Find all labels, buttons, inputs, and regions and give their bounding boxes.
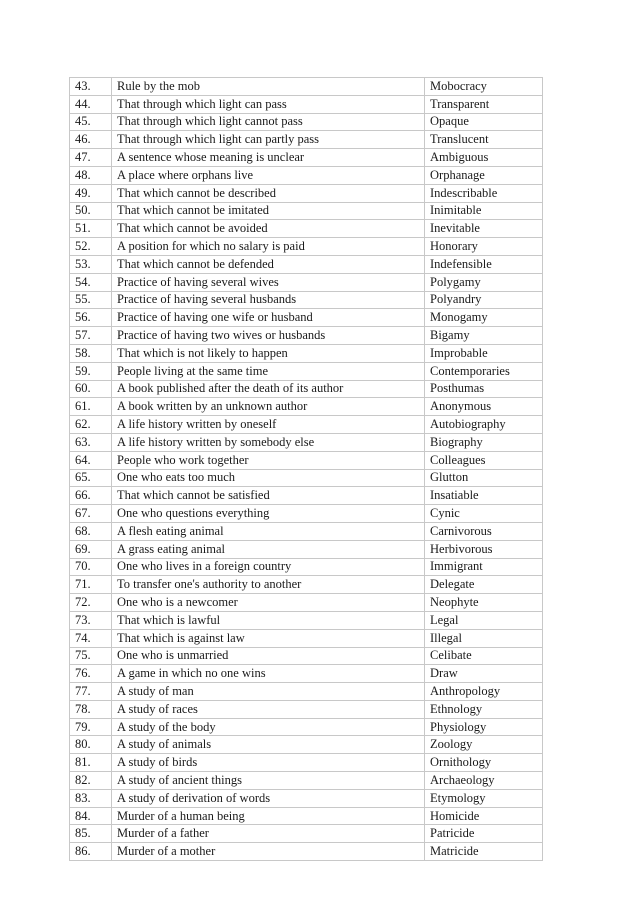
table-row: [70, 95, 543, 113]
row-number: 80.: [70, 736, 112, 754]
table-row: [70, 398, 543, 416]
row-word: Orphanage: [425, 166, 543, 184]
row-definition: That through which light can partly pass: [112, 131, 425, 149]
table-row: [70, 291, 543, 309]
row-number: 71.: [70, 576, 112, 594]
row-definition: A study of derivation of words: [112, 789, 425, 807]
row-word: Inimitable: [425, 202, 543, 220]
table-row: [70, 754, 543, 772]
row-definition: That which cannot be defended: [112, 255, 425, 273]
one-word-substitution-table: [69, 77, 543, 861]
row-definition: A book published after the death of its author: [112, 380, 425, 398]
table-row: [70, 772, 543, 790]
table-row: [70, 273, 543, 291]
row-definition: Murder of a father: [112, 825, 425, 843]
table-body: [70, 78, 543, 861]
row-word: Anonymous: [425, 398, 543, 416]
row-word: Delegate: [425, 576, 543, 594]
row-definition: A study of races: [112, 700, 425, 718]
row-word: Colleagues: [425, 451, 543, 469]
row-word: Indefensible: [425, 255, 543, 273]
table-row: [70, 843, 543, 861]
table-row: [70, 789, 543, 807]
table-row: [70, 344, 543, 362]
table-row: [70, 558, 543, 576]
table-row: [70, 718, 543, 736]
row-number: 56.: [70, 309, 112, 327]
row-number: 67.: [70, 505, 112, 523]
row-number: 70.: [70, 558, 112, 576]
row-definition: A study of the body: [112, 718, 425, 736]
row-word: Biography: [425, 433, 543, 451]
row-word: Polyandry: [425, 291, 543, 309]
row-number: 86.: [70, 843, 112, 861]
row-number: 75.: [70, 647, 112, 665]
row-word: Monogamy: [425, 309, 543, 327]
row-word: Draw: [425, 665, 543, 683]
row-definition: A life history written by somebody else: [112, 433, 425, 451]
row-number: 45.: [70, 113, 112, 131]
row-word: Herbivorous: [425, 540, 543, 558]
row-number: 85.: [70, 825, 112, 843]
row-word: Immigrant: [425, 558, 543, 576]
row-definition: Practice of having one wife or husband: [112, 309, 425, 327]
row-definition: One who questions everything: [112, 505, 425, 523]
row-definition: A position for which no salary is paid: [112, 238, 425, 256]
row-number: 62.: [70, 416, 112, 434]
row-definition: Practice of having two wives or husbands: [112, 327, 425, 345]
row-definition: A study of animals: [112, 736, 425, 754]
row-definition: People living at the same time: [112, 362, 425, 380]
row-number: 47.: [70, 149, 112, 167]
row-number: 61.: [70, 398, 112, 416]
row-word: Ethnology: [425, 700, 543, 718]
row-word: Patricide: [425, 825, 543, 843]
row-number: 68.: [70, 522, 112, 540]
row-definition: One who is a newcomer: [112, 594, 425, 612]
row-number: 63.: [70, 433, 112, 451]
row-definition: That which cannot be satisfied: [112, 487, 425, 505]
row-number: 79.: [70, 718, 112, 736]
row-word: Neophyte: [425, 594, 543, 612]
row-number: 65.: [70, 469, 112, 487]
row-definition: One who lives in a foreign country: [112, 558, 425, 576]
table-row: [70, 540, 543, 558]
row-definition: A flesh eating animal: [112, 522, 425, 540]
row-definition: To transfer one's authority to another: [112, 576, 425, 594]
row-word: Legal: [425, 611, 543, 629]
row-word: Improbable: [425, 344, 543, 362]
row-number: 83.: [70, 789, 112, 807]
row-word: Mobocracy: [425, 78, 543, 96]
table-row: [70, 131, 543, 149]
row-number: 84.: [70, 807, 112, 825]
row-word: Ambiguous: [425, 149, 543, 167]
row-number: 50.: [70, 202, 112, 220]
table-row: [70, 416, 543, 434]
row-number: 69.: [70, 540, 112, 558]
table-row: [70, 78, 543, 96]
row-word: Carnivorous: [425, 522, 543, 540]
table-row: [70, 665, 543, 683]
row-definition: That through which light cannot pass: [112, 113, 425, 131]
table-row: [70, 255, 543, 273]
row-definition: A sentence whose meaning is unclear: [112, 149, 425, 167]
row-word: Honorary: [425, 238, 543, 256]
row-word: Inevitable: [425, 220, 543, 238]
table-row: [70, 202, 543, 220]
row-definition: That which cannot be described: [112, 184, 425, 202]
table-row: [70, 469, 543, 487]
table-row: [70, 451, 543, 469]
row-definition: People who work together: [112, 451, 425, 469]
row-number: 81.: [70, 754, 112, 772]
row-definition: A place where orphans live: [112, 166, 425, 184]
row-definition: One who is unmarried: [112, 647, 425, 665]
row-word: Illegal: [425, 629, 543, 647]
row-definition: A study of man: [112, 683, 425, 701]
table-row: [70, 166, 543, 184]
row-definition: That which is not likely to happen: [112, 344, 425, 362]
row-number: 72.: [70, 594, 112, 612]
table-row: [70, 629, 543, 647]
row-word: Indescribable: [425, 184, 543, 202]
table-row: [70, 238, 543, 256]
row-number: 53.: [70, 255, 112, 273]
row-definition: That through which light can pass: [112, 95, 425, 113]
row-definition: That which cannot be imitated: [112, 202, 425, 220]
row-number: 64.: [70, 451, 112, 469]
row-number: 66.: [70, 487, 112, 505]
row-word: Zoology: [425, 736, 543, 754]
row-word: Transparent: [425, 95, 543, 113]
row-number: 55.: [70, 291, 112, 309]
row-definition: That which is against law: [112, 629, 425, 647]
row-definition: A grass eating animal: [112, 540, 425, 558]
row-word: Archaeology: [425, 772, 543, 790]
table-row: [70, 487, 543, 505]
table-row: [70, 505, 543, 523]
row-number: 48.: [70, 166, 112, 184]
row-definition: Practice of having several husbands: [112, 291, 425, 309]
table-row: [70, 522, 543, 540]
table-row: [70, 149, 543, 167]
table-row: [70, 113, 543, 131]
row-word: Posthumas: [425, 380, 543, 398]
table-row: [70, 736, 543, 754]
row-word: Etymology: [425, 789, 543, 807]
row-word: Insatiable: [425, 487, 543, 505]
row-word: Celibate: [425, 647, 543, 665]
table-row: [70, 683, 543, 701]
row-number: 43.: [70, 78, 112, 96]
row-definition: A book written by an unknown author: [112, 398, 425, 416]
row-word: Opaque: [425, 113, 543, 131]
row-word: Autobiography: [425, 416, 543, 434]
row-number: 54.: [70, 273, 112, 291]
row-definition: A life history written by oneself: [112, 416, 425, 434]
table-row: [70, 433, 543, 451]
row-word: Homicide: [425, 807, 543, 825]
row-word: Contemporaries: [425, 362, 543, 380]
row-number: 78.: [70, 700, 112, 718]
table-row: [70, 184, 543, 202]
row-number: 59.: [70, 362, 112, 380]
table-row: [70, 309, 543, 327]
table-row: [70, 807, 543, 825]
row-word: Ornithology: [425, 754, 543, 772]
row-definition: Rule by the mob: [112, 78, 425, 96]
table-row: [70, 700, 543, 718]
row-number: 73.: [70, 611, 112, 629]
row-definition: Practice of having several wives: [112, 273, 425, 291]
row-number: 76.: [70, 665, 112, 683]
table-row: [70, 327, 543, 345]
row-number: 57.: [70, 327, 112, 345]
row-number: 49.: [70, 184, 112, 202]
row-definition: A game in which no one wins: [112, 665, 425, 683]
table-row: [70, 220, 543, 238]
table-row: [70, 380, 543, 398]
row-number: 52.: [70, 238, 112, 256]
row-number: 82.: [70, 772, 112, 790]
row-definition: That which cannot be avoided: [112, 220, 425, 238]
row-definition: That which is lawful: [112, 611, 425, 629]
row-definition: Murder of a human being: [112, 807, 425, 825]
row-word: Polygamy: [425, 273, 543, 291]
row-word: Bigamy: [425, 327, 543, 345]
table-row: [70, 647, 543, 665]
row-definition: A study of birds: [112, 754, 425, 772]
row-number: 44.: [70, 95, 112, 113]
row-word: Glutton: [425, 469, 543, 487]
table-row: [70, 611, 543, 629]
table-row: [70, 825, 543, 843]
table-row: [70, 594, 543, 612]
row-definition: Murder of a mother: [112, 843, 425, 861]
row-word: Translucent: [425, 131, 543, 149]
row-number: 58.: [70, 344, 112, 362]
row-word: Matricide: [425, 843, 543, 861]
row-word: Anthropology: [425, 683, 543, 701]
table-row: [70, 576, 543, 594]
row-word: Physiology: [425, 718, 543, 736]
row-definition: A study of ancient things: [112, 772, 425, 790]
row-number: 51.: [70, 220, 112, 238]
row-definition: One who eats too much: [112, 469, 425, 487]
row-number: 74.: [70, 629, 112, 647]
row-number: 77.: [70, 683, 112, 701]
row-number: 60.: [70, 380, 112, 398]
row-word: Cynic: [425, 505, 543, 523]
row-number: 46.: [70, 131, 112, 149]
table-row: [70, 362, 543, 380]
